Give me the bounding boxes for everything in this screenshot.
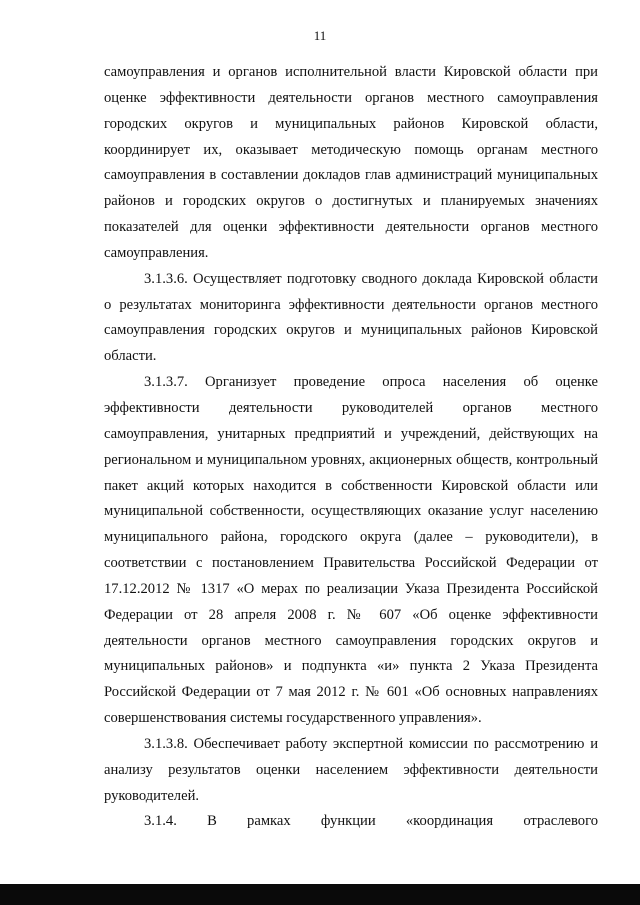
document-body	[104, 60, 598, 835]
scan-edge-band	[0, 884, 640, 905]
paragraph-3-1-3-7: 3.1.3.7. Организует проведение опроса населения об оценке эффективности деятельности руководителей органов местного самоуправления, унитарных предприятий и учреждений, действующих на региональном и муниципальном уровнях, акционерных обществ, контрольный пакет акций которых находится в собственности Кировской области или муниципальной собственности, осуществляющих оказание услуг населению муниципального района, городского округа (далее – руководители), в соответствии с постановлением Правительства Российской Федерации от 17.12.2012 № 1317 «О мерах по реализации Указа Президента Российской Федерации от 28 апреля 2008 г. № 607 «Об оценке эффективности деятельности органов местного самоуправления городских округов и муниципальных районов» и подпункта «и» пункта 2 Указа Президента Российской Федерации от 7 мая 2012 г. № 601 «Об основных направлениях совершенствования системы государственного управления».	[104, 374, 598, 727]
paragraph-3-1-3-6: 3.1.3.6. Осуществляет подготовку сводного доклада Кировской области о результатах мониторинга эффективности деятельности органов местного самоуправления городских округов и муниципальных районов Кировской области.	[104, 270, 598, 365]
paragraph-continuation: самоуправления и органов исполнительной власти Кировской области при оценке эффективности деятельности органов местного самоуправления городских округов и муниципальных районов Кировской области, координирует их, оказывает методическую помощь органам местного самоуправления в составлении докладов глав администраций муниципальных районов и городских округов о достигнутых и планируемых значениях показателей для оценки эффективности деятельности органов местного самоуправления.	[104, 64, 598, 261]
page-number: 11	[313, 28, 327, 43]
paragraph-3-1-3-8: 3.1.3.8. Обеспечивает работу экспертной комиссии по рассмотрению и анализу результатов оценки населением эффективности деятельности руководителей.	[104, 735, 598, 804]
paragraph-3-1-4: 3.1.4. В рамках функции «координация отраслевого	[144, 813, 598, 830]
